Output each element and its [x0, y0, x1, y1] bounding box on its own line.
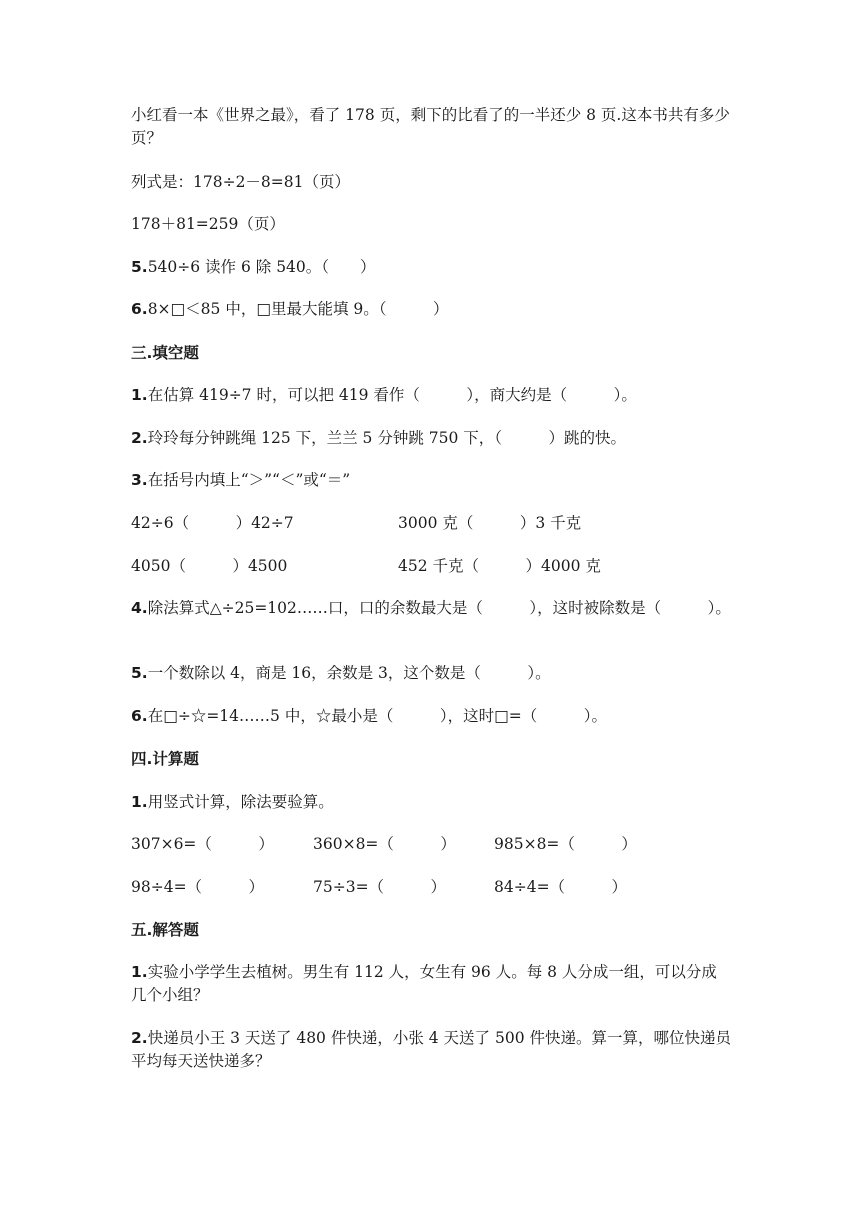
intro-formula2: 178＋81=259（页） — [131, 215, 285, 233]
fill-item-4 — [131, 597, 731, 620]
fill-item-5 — [131, 662, 551, 684]
compare-cell: 3000 克（ ）3 千克 — [398, 514, 582, 532]
compare-cell: 4050（ ）4500 — [131, 557, 288, 575]
compare-cell: 452 千克（ ）4000 克 — [398, 557, 601, 575]
item-number: 6. — [131, 707, 148, 725]
item-text: 一个数除以 4，商是 16，余数是 3，这个数是（ ）。 — [147, 664, 551, 682]
fill-item-2 — [131, 427, 626, 449]
fill-item-6 — [131, 705, 607, 727]
judge-item-5 — [131, 256, 376, 278]
calc-cell: 75÷3=（ ） — [313, 878, 447, 896]
section-heading-answer: 五.解答题 — [131, 921, 199, 939]
item-text: 在括号内填上“＞”“＜”或“＝” — [147, 471, 351, 489]
item-number: 5. — [131, 664, 148, 682]
calc-item-1 — [131, 791, 334, 813]
item-number: 3. — [131, 471, 148, 489]
item-number: 1. — [131, 963, 148, 981]
item-number: 6. — [131, 300, 148, 318]
calc-cell: 360×8=（ ） — [313, 835, 456, 853]
item-number: 4. — [131, 599, 148, 617]
item-text: 用竖式计算，除法要验算。 — [147, 793, 334, 811]
item-text: 快递员小王 3 天送了 480 件快递，小张 4 天送了 500 件快递。算一算，哪位快递员平均每天送快递多？ — [131, 1029, 731, 1070]
item-text: 540÷6 读作 6 除 540。（ ） — [147, 258, 376, 276]
section-heading-fill: 三.填空题 — [131, 344, 199, 362]
item-number: 2. — [131, 1029, 148, 1047]
item-number: 1. — [131, 386, 148, 404]
calc-cell: 307×6=（ ） — [131, 835, 274, 853]
fill-item-1 — [131, 384, 637, 406]
calc-cell: 84÷4=（ ） — [494, 878, 628, 896]
item-text: 8×□＜85 中，□里最大能填 9。（ ） — [147, 300, 449, 318]
answer-item-1 — [131, 961, 731, 1007]
item-number: 5. — [131, 258, 148, 276]
calc-cell: 98÷4=（ ） — [131, 878, 265, 896]
item-text: 除法算式△÷25=102……口，口的余数最大是（ ），这时被除数是（ ）。 — [147, 599, 731, 617]
item-number: 1. — [131, 793, 148, 811]
fill-item-3 — [131, 469, 350, 491]
item-text: 在估算 419÷7 时，可以把 419 看作（ ），商大约是（ ）。 — [147, 386, 637, 404]
judge-item-6 — [131, 298, 449, 320]
item-text: 实验小学学生去植树。男生有 112 人，女生有 96 人。每 8 人分成一组，可以分成几个小组？ — [131, 963, 717, 1004]
item-text: 在□÷☆=14……5 中，☆最小是（ ），这时□=（ ）。 — [147, 707, 607, 725]
item-text: 玲玲每分钟跳绳 125 下，兰兰 5 分钟跳 750 下，（ ）跳的快。 — [147, 429, 627, 447]
compare-cell: 42÷6（ ）42÷7 — [131, 514, 294, 532]
section-heading-calc: 四.计算题 — [131, 750, 199, 768]
answer-item-2 — [131, 1027, 731, 1073]
intro-problem: 小红看一本《世界之最》，看了 178 页，剩下的比看了的一半还少 8 页.这本书共有多少页？ — [131, 106, 730, 147]
item-number: 2. — [131, 429, 148, 447]
calc-cell: 985×8=（ ） — [494, 835, 637, 853]
intro-formula: 列式是：178÷2－8=81（页） — [131, 173, 351, 191]
